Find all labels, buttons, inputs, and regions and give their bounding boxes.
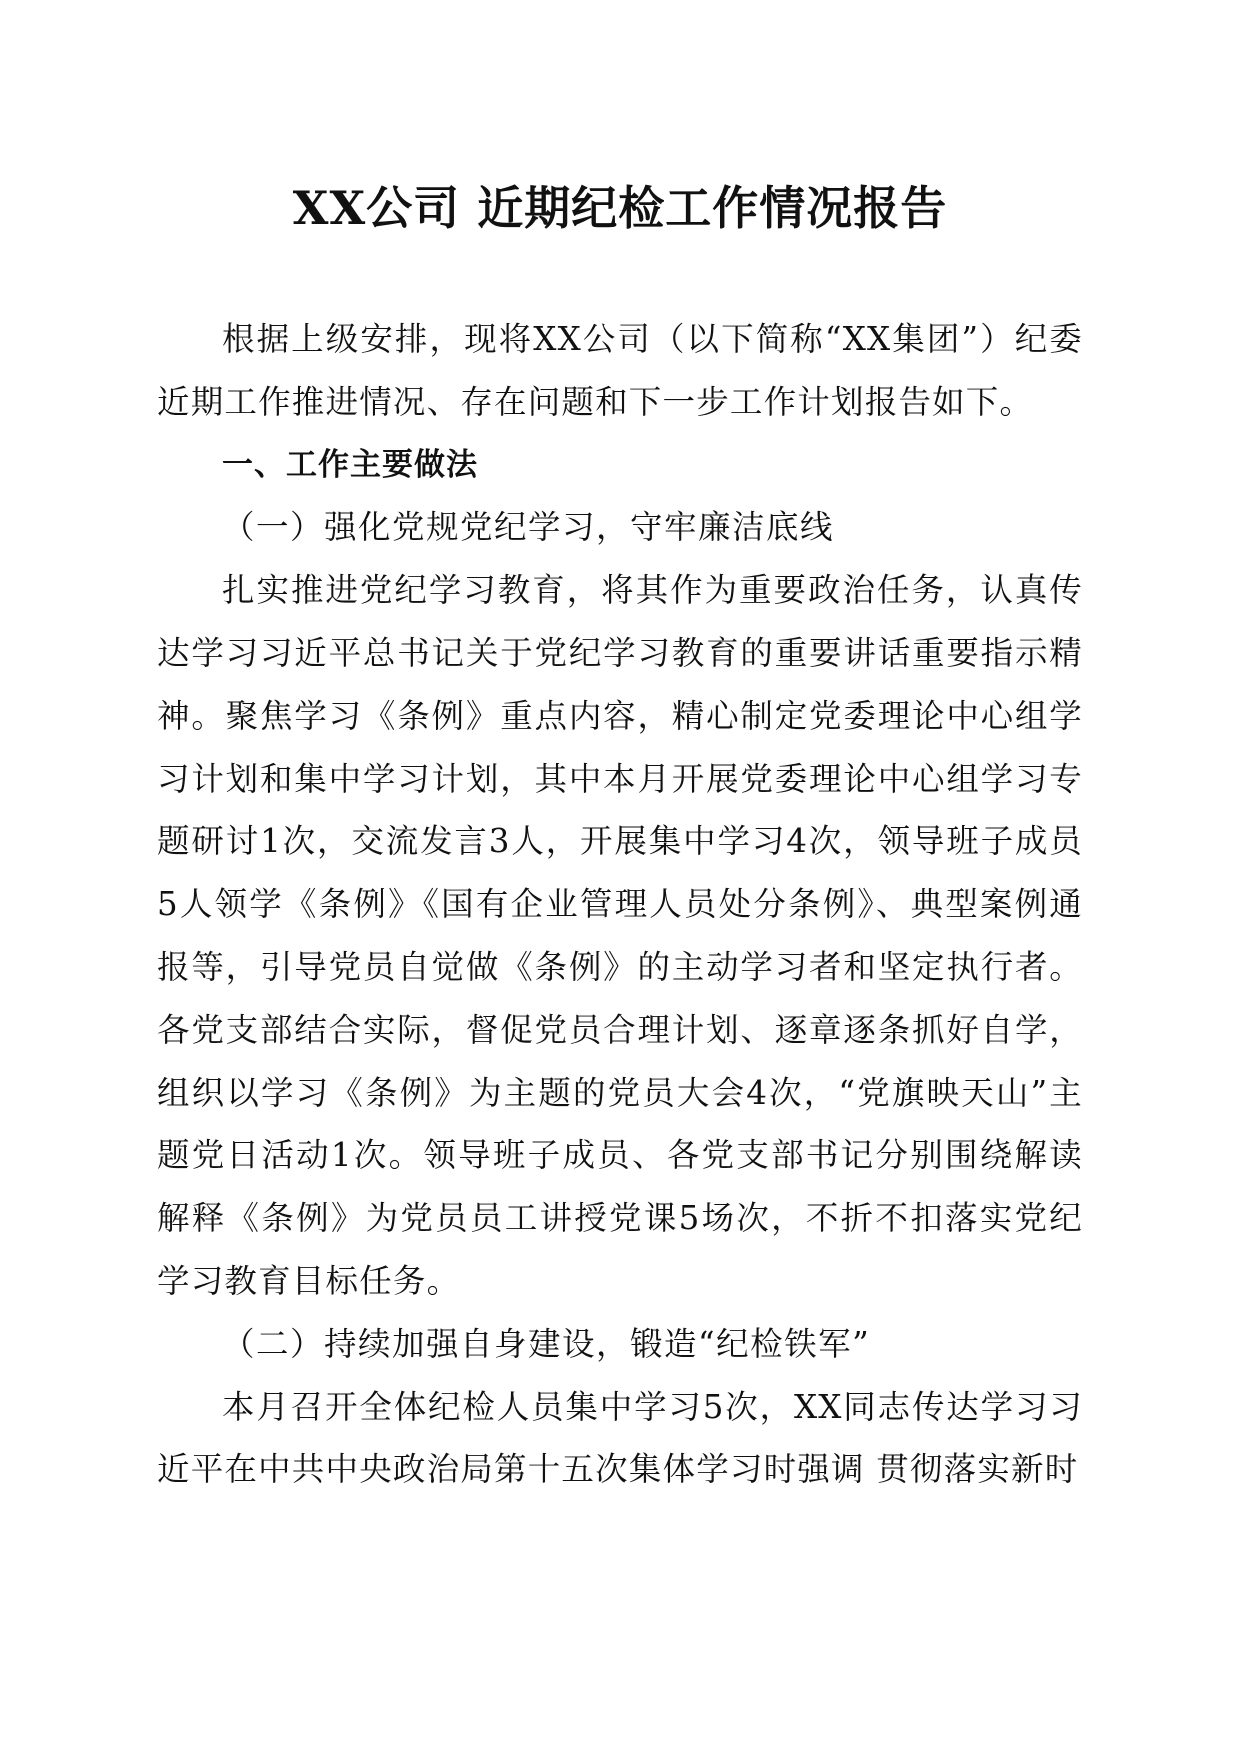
section-heading-1: 一、工作主要做法 xyxy=(222,446,478,483)
document-body xyxy=(157,308,1083,1501)
subsection-heading-2: （二）持续加强自身建设，锻造“纪检铁军” xyxy=(222,1324,871,1363)
intro-paragraph: 根据上级安排，现将XX公司（以下简称“XX集团”）纪委近期工作推进情况、存在问题和下一步工作计划报告如下。 xyxy=(157,320,1083,421)
subsection-heading-1: （一）强化党规党纪学习，守牢廉洁底线 xyxy=(222,508,835,547)
subsection-2-body: 本月召开全体纪检人员集中学习5次，XX同志传达学习习近平在中共中央政治局第十五次集体学习时强调 贯彻落实新时 xyxy=(157,1387,1083,1489)
subsection-1-body: 扎实推进党纪学习教育，将其作为重要政治任务，认真传达学习习近平总书记关于党纪学习教育的重要讲话重要指示精神。聚焦学习《条例》重点内容，精心制定党委理论中心组学习计划和集中学习计划，其中本月开展党委理论中心组学习专题研讨1次，交流发言3人，开展集中学习4次，领导班子成员5人领学《条例》《国有企业管理人员处分条例》、典型案例通报等，引导党员自觉做《条例》的主动学习者和坚定执行者。各党支部结合实际，督促党员合理计划、逐章逐条抓好自学，组织以学习《条例》为主题的党员大会4次，“党旗映天山”主题党日活动1次。领导班子成员、各党支部书记分别围绕解读解释《条例》为党员员工讲授党课5场次，不折不扣落实党纪学习教育目标任务。 xyxy=(157,571,1083,1300)
document-title: XX公司 近期纪检工作情况报告 xyxy=(292,181,948,235)
